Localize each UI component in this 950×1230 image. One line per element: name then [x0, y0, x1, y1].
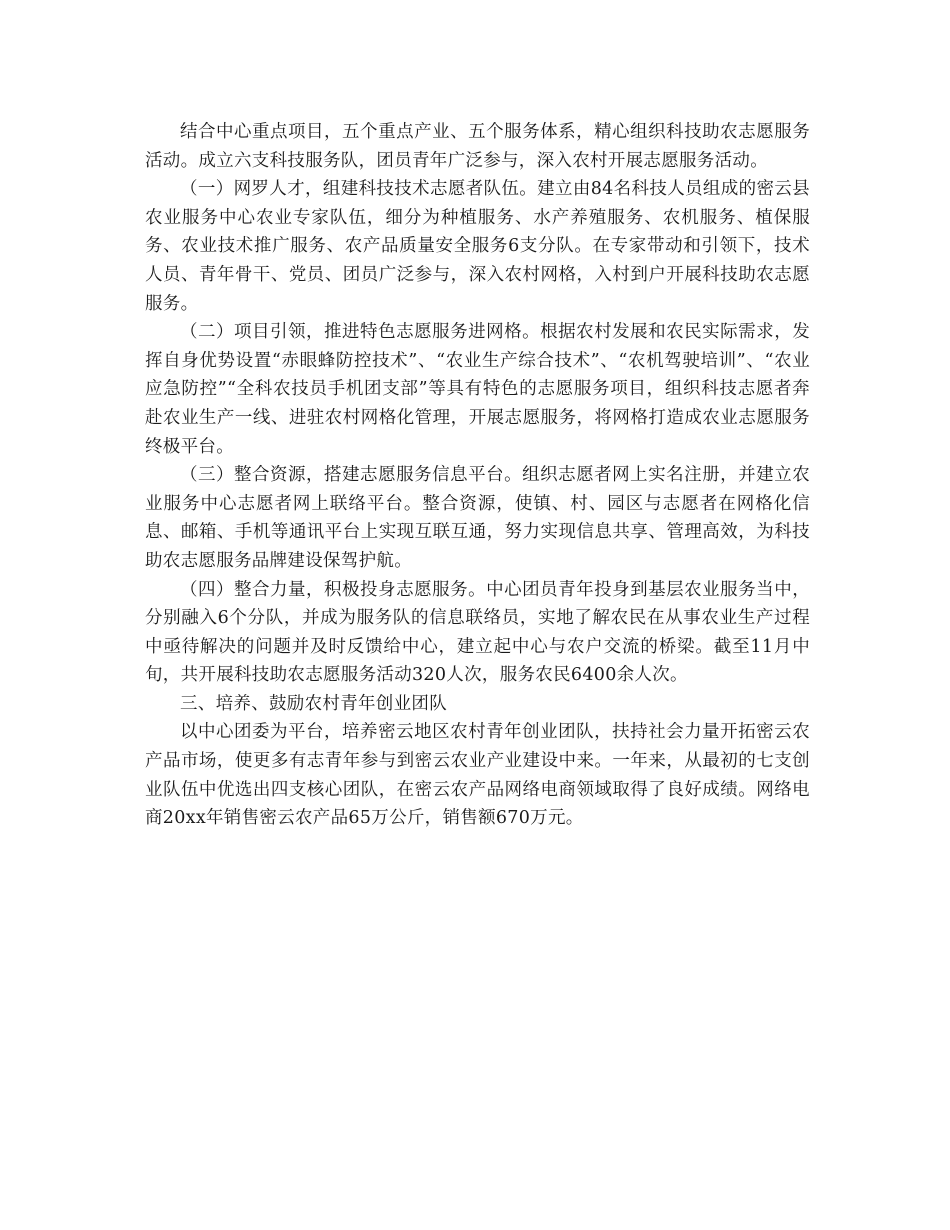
paragraph-item-3: （三）整合资源，搭建志愿服务信息平台。组织志愿者网上实名注册，并建立农业服务中心志愿者网上联络平台。整合资源，使镇、村、园区与志愿者在网格化信息、邮箱、手机等通讯平台上实现互联互通，努力实现信息共享、管理高效，为科技助农志愿服务品牌建设保驾护航。 [145, 465, 810, 571]
paragraph-item-4: （四）整合力量，积极投身志愿服务。中心团员青年投身到基层农业服务当中，分别融入6个分队，并成为服务队的信息联络员，实地了解农民在从事农业生产过程中亟待解决的问题并及时反馈给中心，建立起中心与农户交流的桥梁。截至11月中旬，共开展科技助农志愿服务活动320人次，服务农民6400余人次。 [145, 579, 810, 686]
section-heading: 三、培养、鼓励农村青年创业团队 [180, 693, 447, 714]
paragraph-final: 以中心团委为平台，培养密云地区农村青年创业团队，扶持社会力量开拓密云农产品市场，使更多有志青年参与到密云农业产业建设中来。一年来，从最初的七支创业队伍中优选出四支核心团队，在密云农产品网络电商领域取得了良好成绩。网络电商20xx年销售密云农产品65万公斤，销售额670万元。 [145, 722, 810, 829]
document-body [145, 118, 810, 833]
paragraph-item-1: （一）网罗人才，组建科技技术志愿者队伍。建立由84名科技人员组成的密云县农业服务中心农业专家队伍，细分为种植服务、水产养殖服务、农机服务、植保服务、农业技术推广服务、农产品质量安全服务6支分队。在专家带动和引领下，技术人员、青年骨干、党员、团员广泛参与，深入农村网格，入村到户开展科技助农志愿服务。 [145, 179, 810, 314]
paragraph-item-2: （二）项目引领，推进特色志愿服务进网格。根据农村发展和农民实际需求，发挥自身优势设置“赤眼蜂防控技术”、“农业生产综合技术”、“农机驾驶培训”、“农业应急防控”“全科农技员手机团支部”等具有特色的志愿服务项目，组织科技志愿者奔赴农业生产一线、进驻农村网格化管理，开展志愿服务，将网格打造成农业志愿服务终极平台。 [145, 322, 810, 457]
paragraph-intro: 结合中心重点项目，五个重点产业、五个服务体系，精心组织科技助农志愿服务活动。成立六支科技服务队，团员青年广泛参与，深入农村开展志愿服务活动。 [145, 122, 810, 171]
